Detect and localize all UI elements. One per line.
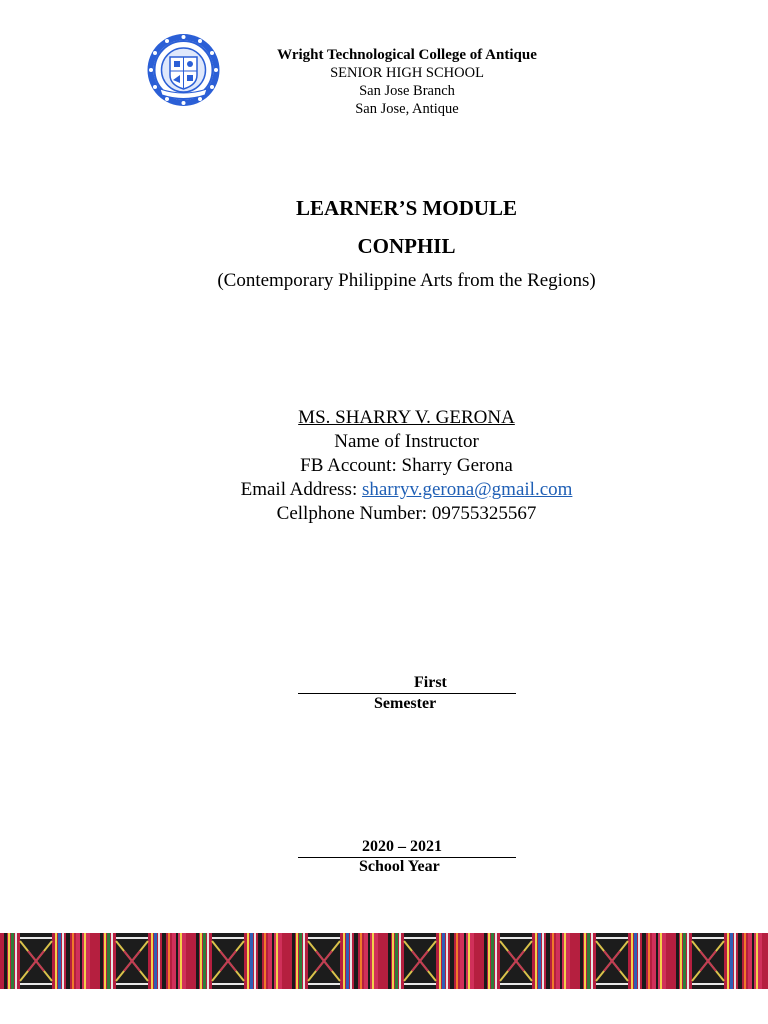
phone-value: 09755325567 (431, 503, 537, 524)
email-label: Email Address: (240, 479, 362, 500)
fb-account-value: Sharry Gerona (401, 455, 513, 476)
woven-textile-banner-icon (0, 933, 768, 989)
branch-name: San Jose Branch (359, 83, 455, 99)
school-level: SENIOR HIGH SCHOOL (330, 65, 484, 81)
phone-label: Cellphone Number: (276, 503, 432, 524)
phone-line (134, 502, 679, 526)
semester-caption: Semester (374, 695, 437, 712)
fb-account-label: FB Account: (300, 455, 402, 476)
semester-value: First (414, 674, 447, 691)
subject-code: CONPHIL (357, 234, 456, 258)
email-link[interactable]: sharryv.gerona@gmail.com (361, 479, 573, 500)
school-address: San Jose, Antique (355, 101, 459, 117)
fb-account-line (134, 454, 679, 478)
email-line (134, 478, 679, 502)
school-header (207, 46, 607, 118)
school-year-caption: School Year (359, 858, 440, 875)
subject-full-name: (Contemporary Philippine Arts from the Regions) (217, 270, 596, 291)
instructor-name: MS. SHARRY V. GERONA (298, 407, 515, 428)
college-name: Wright Technological College of Antique (277, 47, 537, 63)
semester-underline (298, 693, 516, 694)
module-title: LEARNER’S MODULE (295, 196, 518, 220)
instructor-name-caption: Name of Instructor (334, 431, 479, 452)
instructor-block (134, 406, 679, 526)
school-year-value: 2020 – 2021 (362, 838, 442, 855)
